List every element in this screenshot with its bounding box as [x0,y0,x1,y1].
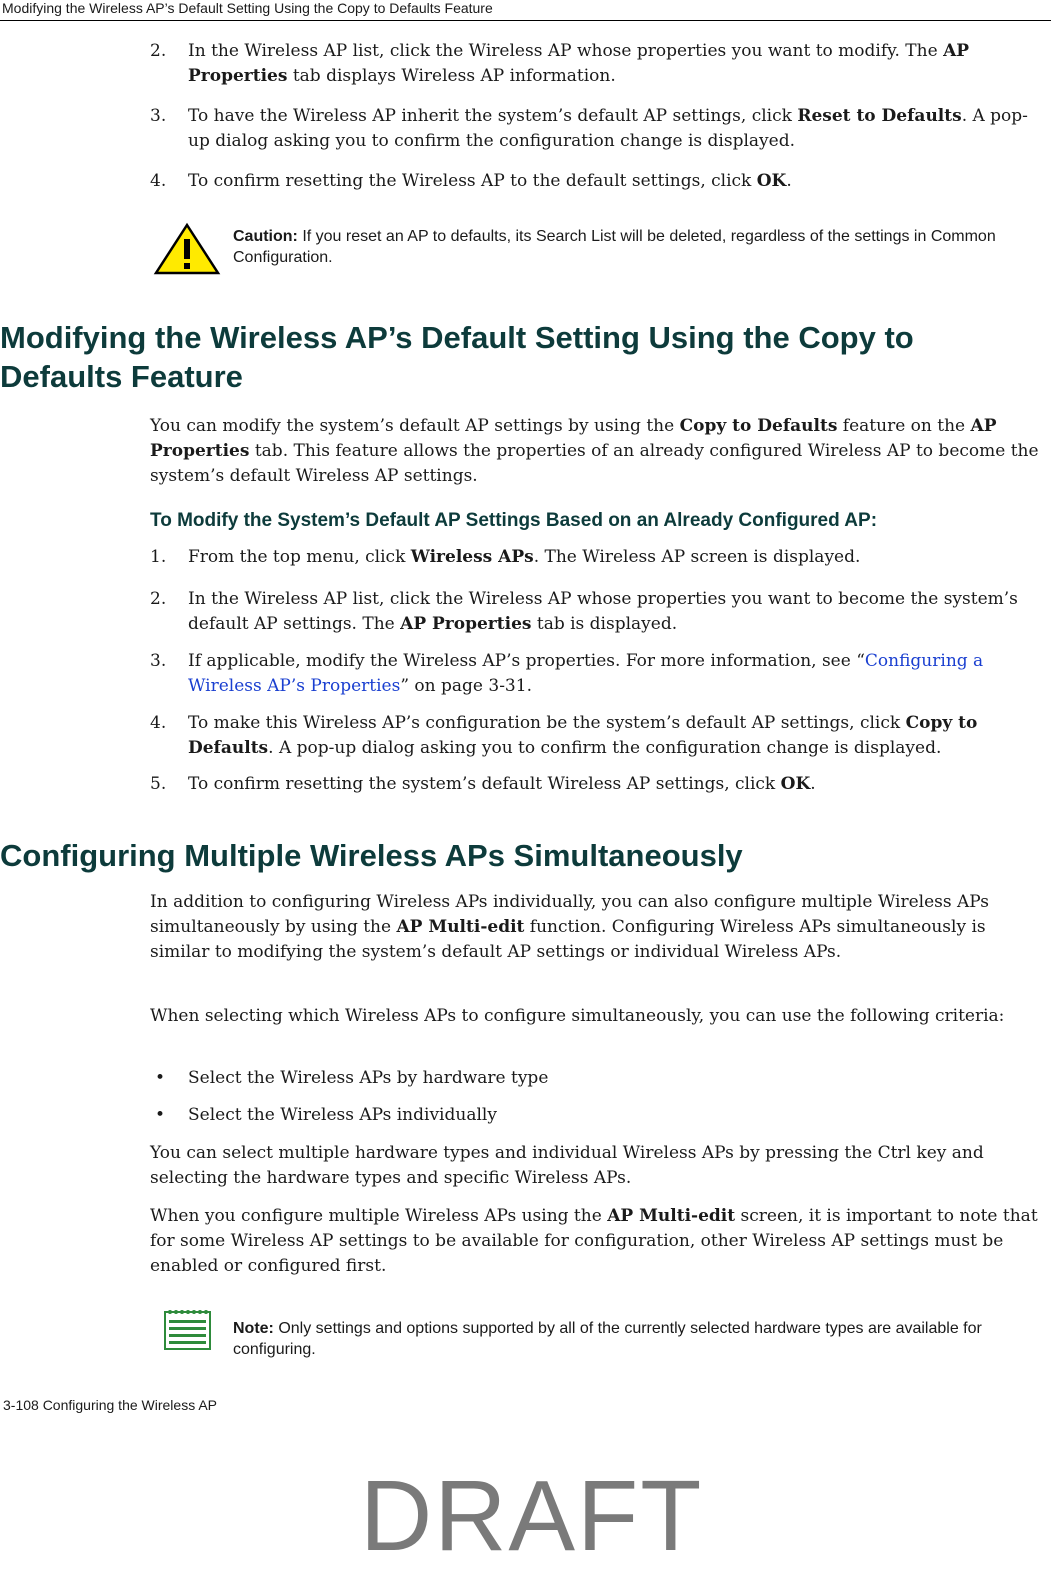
step-text: In the Wireless AP list, click the Wireless AP whose properties you want to modify. The AP Properties tab displays Wireless AP information. [188,41,970,86]
step-text: If applicable, modify the Wireless AP’s properties. For more information, see “Configuring a Wireless AP’s Properties” on page 3-31. [188,651,984,696]
step-number: 4. [150,171,167,191]
step-number: 5. [150,774,167,794]
caution-notice: Caution: If you reset an AP to defaults, its Search List will be deleted, regardless of the settings in Common Configuration. [233,228,996,266]
step-number: 3. [150,106,167,126]
step-text: In the Wireless AP list, click the Wireless AP whose properties you want to become the system’s default AP settings. The AP Properties tab is displayed. [188,589,1018,634]
step-text: To confirm resetting the system’s default Wireless AP settings, click OK. [188,774,816,794]
step-number: 4. [150,713,167,733]
section-intro: You can modify the system’s default AP settings by using the Copy to Defaults feature on the AP Properties tab. This feature allows the properties of an already configured Wireless AP to become the system’s default Wireless AP settings. [150,416,1039,486]
section-heading: Configuring Multiple Wireless APs Simultaneously [0,838,743,873]
step-text: To confirm resetting the Wireless AP to the default settings, click OK. [188,171,792,191]
bullet-item: Select the Wireless APs individually [188,1105,497,1125]
paragraph: You can select multiple hardware types and individual Wireless APs by pressing the Ctrl key and selecting the hardware types and specific Wireless APs. [150,1143,984,1188]
note-notice: Note: Only settings and options supported by all of the currently selected hardware types are available for configuring. [233,1320,982,1358]
note-notepad-icon [163,1308,213,1350]
procedure-heading: To Modify the System’s Default AP Settings Based on an Already Configured AP: [150,510,878,531]
running-header [0,0,1051,21]
step-number: 2. [150,41,167,61]
page-footer: 3-108 Configuring the Wireless AP [3,1397,217,1413]
paragraph: When selecting which Wireless APs to configure simultaneously, you can use the following criteria: [150,1006,1005,1026]
section-heading: Modifying the Wireless AP’s Default Setting Using the Copy to Defaults Feature [0,320,914,394]
step-text: From the top menu, click Wireless APs. The Wireless AP screen is displayed. [188,547,861,567]
bullet-item: Select the Wireless APs by hardware type [188,1068,549,1088]
step-text: To make this Wireless AP’s configuration be the system’s default AP settings, click Copy to Defaults. A pop-up dialog asking you to confirm the configuration change is displayed. [188,713,978,758]
draft-watermark: DRAFT [360,1460,704,1572]
paragraph: In addition to configuring Wireless APs individually, you can also configure multiple Wireless APs simultaneously by using the AP Multi-edit function. Configuring Wireless APs simultaneously is similar to modifying the system’s default AP settings or individual Wireless APs. [150,892,989,962]
caution-triangle-icon [153,222,221,276]
paragraph: When you configure multiple Wireless APs using the AP Multi-edit screen, it is important to note that for some Wireless AP settings to be available for configuration, other Wireless AP settings must be enabled or configured first. [150,1206,1038,1276]
bullet-icon: • [155,1105,166,1125]
bullet-icon: • [155,1068,166,1088]
step-number: 3. [150,651,167,671]
configuring-ap-properties-link[interactable]: Configuring a Wireless AP’s Properties [188,651,984,696]
step-text: To have the Wireless AP inherit the system’s default AP settings, click Reset to Defaults. A pop-up dialog asking you to confirm the configuration change is displayed. [188,106,1028,151]
running-header-title: Modifying the Wireless AP’s Default Setting Using the Copy to Defaults Feature [2,0,493,16]
step-number: 1. [150,547,167,567]
step-number: 2. [150,589,167,609]
